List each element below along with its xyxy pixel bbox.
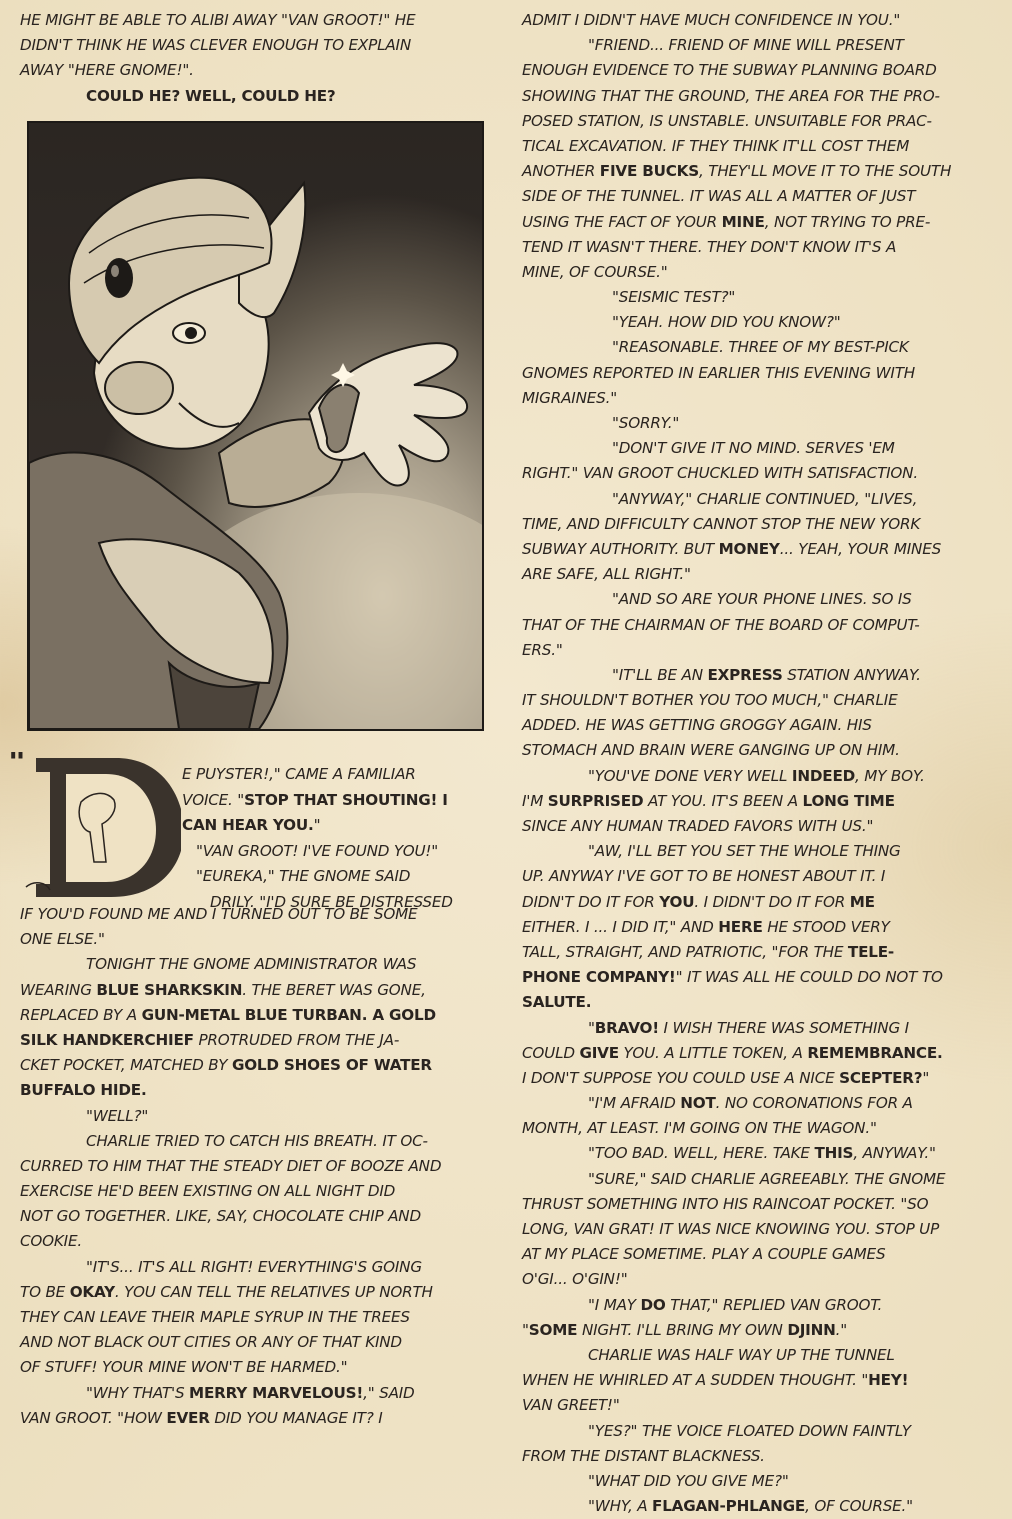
text-span: ERS." — [522, 640, 563, 659]
text-span: STOMACH AND BRAIN WERE GANGING UP ON HIM. — [522, 741, 900, 760]
text-span: " — [313, 816, 321, 834]
text-line — [522, 1368, 992, 1393]
emphasis-span: NOT — [680, 1094, 716, 1113]
text-span: "SEISMIC TEST?" — [612, 288, 736, 307]
text-span: TICAL EXCAVATION. IF THEY THINK IT'LL COST THEM — [522, 136, 910, 155]
text-span: AT MY PLACE SOMETIME. PLAY A COUPLE GAMES — [522, 1245, 886, 1264]
text-line — [20, 1179, 500, 1204]
text-line — [20, 1406, 500, 1431]
text-span: VAN GREET!" — [522, 1396, 620, 1415]
text-span: LONG, VAN GRAT! IT WAS NICE KNOWING YOU. STOP UP — [522, 1220, 940, 1238]
text-line — [522, 487, 992, 512]
text-span: ," SAID — [363, 1383, 415, 1402]
text-span: " — [922, 1068, 930, 1087]
text-span: PROTRUDED FROM THE JA- — [193, 1030, 400, 1049]
text-span: POSED STATION, IS UNSTABLE. UNSUITABLE FOR PRAC- — [522, 111, 932, 130]
emphasis-span: SILK HANDKERCHIEF — [20, 1030, 194, 1049]
text-line — [522, 713, 992, 738]
text-line — [182, 788, 502, 814]
text-span: ADDED. HE WAS GETTING GROGGY AGAIN. HIS — [522, 716, 872, 735]
text-line — [522, 638, 992, 663]
text-line — [20, 1104, 500, 1129]
text-line — [522, 335, 992, 360]
text-span: "SURE," SAID CHARLIE AGREEABLY. THE GNOME — [588, 1169, 946, 1188]
emphasis-span: ME — [849, 892, 875, 911]
text-span: O'GI... O'GIN!" — [522, 1270, 628, 1289]
text-span: "YES?" THE VOICE FLOATED DOWN FAINTLY — [588, 1421, 911, 1440]
emphasis-span: INDEED — [791, 766, 856, 785]
text-line — [522, 235, 992, 260]
text-span: EXERCISE HE'D BEEN EXISTING ON ALL NIGHT DID — [20, 1182, 396, 1201]
drop-cap-d-icon — [6, 752, 181, 902]
text-span: MIGRAINES." — [522, 388, 617, 407]
text-line — [522, 184, 992, 209]
text-span: DRILY. "I'D SURE BE DISTRESSED — [210, 892, 453, 911]
emphasis-span: CAN HEAR YOU. — [182, 816, 314, 834]
text-span: , OF COURSE." — [805, 1497, 913, 1516]
text-span: "FRIEND... FRIEND OF MINE WILL PRESENT — [588, 36, 904, 55]
text-span: " — [522, 1320, 529, 1339]
text-span: ADMIT I DIDN'T HAVE MUCH CONFIDENCE IN YOU." — [522, 11, 901, 29]
text-line — [522, 109, 992, 134]
text-line — [522, 1016, 992, 1041]
text-span: . I DIDN'T DO IT FOR — [694, 892, 850, 911]
text-line — [20, 1305, 500, 1330]
text-line — [522, 940, 992, 965]
text-span: DID YOU MANAGE IT? I — [209, 1408, 383, 1427]
text-span: STATION ANYWAY. — [782, 665, 921, 684]
emphasis-span: MONEY — [718, 539, 780, 558]
text-span: "YEAH. HOW DID YOU KNOW?" — [612, 313, 841, 332]
text-line — [20, 1330, 500, 1355]
text-line — [20, 1255, 500, 1280]
text-span: CKET POCKET, MATCHED BY — [20, 1056, 232, 1075]
emphasis-span: GUN-METAL BLUE TURBAN. A GOLD — [141, 1005, 436, 1024]
text-span: , ANYWAY." — [853, 1144, 936, 1163]
text-line — [522, 1066, 992, 1091]
text-span: , THEY'LL MOVE IT TO THE SOUTH — [698, 162, 952, 181]
text-span: , MY BOY. — [855, 766, 925, 785]
text-span: AND NOT BLACK OUT CITIES OR ANY OF THAT KIND — [20, 1333, 402, 1352]
emphasis-span: FLAGAN-PHLANGE — [652, 1497, 806, 1516]
text-line — [522, 84, 992, 109]
text-line — [522, 537, 992, 562]
text-line — [20, 1355, 500, 1380]
text-line — [20, 1381, 500, 1406]
text-span: AT YOU. IT'S BEEN A — [643, 791, 803, 810]
text-span: "I MAY — [588, 1295, 641, 1314]
emphasis-span: EXPRESS — [707, 665, 783, 684]
text-span: I DON'T SUPPOSE YOU COULD USE A NICE — [522, 1068, 840, 1087]
text-line — [522, 864, 992, 889]
text-line — [522, 915, 992, 940]
drop-cap — [6, 752, 181, 902]
emphasis-span: SCEPTER? — [839, 1068, 923, 1087]
emphasis-line: COULD HE? WELL, COULD HE? — [86, 86, 336, 105]
text-span: "AW, I'LL BET YOU SET THE WHOLE THING — [588, 842, 901, 861]
text-span: IF YOU'D FOUND ME AND I TURNED OUT TO BE SOME — [20, 905, 418, 923]
text-line — [522, 1494, 992, 1519]
text-line: AWAY "HERE GNOME!". — [20, 61, 194, 80]
emphasis-span: THIS — [814, 1144, 854, 1163]
text-span: TEND IT WASN'T THERE. THEY DON'T KNOW IT'S A — [522, 237, 897, 256]
text-span: ARE SAFE, ALL RIGHT." — [522, 565, 691, 584]
text-line — [20, 952, 500, 977]
text-line — [522, 990, 992, 1015]
text-span: WHEN HE WHIRLED AT A SUDDEN THOUGHT. " — [522, 1371, 869, 1390]
text-span: VAN GROOT. "HOW — [20, 1408, 167, 1427]
emphasis-span: EVER — [166, 1408, 210, 1427]
text-span: "REASONABLE. THREE OF MY BEST-PICK — [612, 338, 909, 357]
text-span: UP. ANYWAY I'VE GOT TO BE HONEST ABOUT IT. I — [522, 867, 886, 886]
text-line — [522, 260, 992, 285]
gnome-illustration — [27, 121, 484, 731]
text-line — [522, 1419, 992, 1444]
svg-text:": " — [8, 752, 26, 783]
text-line — [20, 1003, 500, 1028]
text-span: THAT OF THE CHAIRMAN OF THE BOARD OF COMPUT- — [522, 615, 920, 634]
emphasis-span: FIVE BUCKS — [599, 162, 699, 181]
emphasis-span: HERE — [718, 917, 763, 936]
text-line — [522, 562, 992, 587]
text-span: IT SHOULDN'T BOTHER YOU TOO MUCH," CHARLIE — [522, 691, 898, 710]
text-span: "WHY THAT'S — [86, 1383, 190, 1402]
text-line — [522, 1293, 992, 1318]
emphasis-span: DO — [640, 1295, 666, 1314]
emphasis-span: GIVE — [579, 1043, 619, 1062]
text-span: "IT'LL BE AN — [612, 665, 708, 684]
text-span: ANOTHER — [522, 162, 600, 181]
text-span: FROM THE DISTANT BLACKNESS. — [522, 1446, 765, 1465]
text-line — [522, 285, 992, 310]
text-span: ." — [835, 1320, 848, 1339]
text-span: "I'M AFRAID — [588, 1094, 681, 1113]
text-line — [20, 927, 500, 952]
text-span: ... YEAH, YOUR MINES — [779, 539, 942, 558]
text-line — [522, 1242, 992, 1267]
text-span: TONIGHT THE GNOME ADMINISTRATOR WAS — [86, 955, 417, 974]
text-span: "YOU'VE DONE VERY WELL — [588, 766, 792, 785]
text-span: I WISH THERE WAS SOMETHING I — [658, 1018, 909, 1037]
text-span: . YOU CAN TELL THE RELATIVES UP NORTH — [114, 1282, 433, 1301]
emphasis-span: DJINN — [787, 1320, 836, 1339]
text-span: EITHER. I ... I DID IT," AND — [522, 917, 719, 936]
emphasis-span: MERRY MARVELOUS! — [189, 1383, 364, 1402]
text-line — [522, 310, 992, 335]
text-span: "VAN GROOT! I'VE FOUND YOU!" — [196, 841, 439, 860]
text-line — [522, 1444, 992, 1469]
text-line — [522, 965, 992, 990]
text-span: "SORRY." — [612, 414, 680, 432]
text-line — [522, 1343, 992, 1368]
emphasis-span: OKAY — [69, 1282, 115, 1301]
text-span: COOKIE. — [20, 1232, 82, 1251]
text-span: "IT'S... IT'S ALL RIGHT! EVERYTHING'S GOING — [86, 1257, 422, 1276]
right-column — [522, 8, 992, 1519]
text-line — [20, 1204, 500, 1229]
text-line — [522, 1217, 992, 1242]
text-line — [20, 1028, 500, 1053]
text-line — [522, 461, 992, 486]
text-line — [522, 1167, 992, 1192]
text-line — [522, 436, 992, 461]
text-line: HE MIGHT BE ABLE TO ALIBI AWAY "VAN GROOT!" HE — [20, 11, 416, 29]
text-span: TALL, STRAIGHT, AND PATRIOTIC, "FOR THE — [522, 942, 848, 961]
drop-cap-paragraph — [182, 762, 502, 915]
text-span: "WHY, A — [588, 1497, 653, 1516]
text-line — [182, 762, 502, 788]
text-line — [522, 738, 992, 763]
text-span: . NO CORONATIONS FOR A — [715, 1094, 913, 1113]
text-span: "WELL?" — [86, 1106, 149, 1125]
text-line — [20, 902, 500, 927]
emphasis-span: STOP THAT SHOUTING! I — [244, 790, 448, 809]
text-span: REPLACED BY A — [20, 1005, 142, 1024]
text-line — [522, 361, 992, 386]
text-line — [20, 1229, 500, 1254]
text-line — [522, 1267, 992, 1292]
emphasis-span: SALUTE. — [522, 993, 592, 1012]
text-line — [522, 1393, 992, 1418]
text-line — [522, 386, 992, 411]
text-line — [182, 864, 502, 890]
text-line — [522, 764, 992, 789]
text-span: USING THE FACT OF YOUR — [522, 212, 722, 231]
gnome-icon — [29, 123, 482, 729]
text-line — [522, 411, 992, 436]
text-span: " IT WAS ALL HE COULD DO NOT TO — [675, 968, 943, 987]
text-line — [20, 1129, 500, 1154]
text-line — [182, 839, 502, 865]
text-span: SINCE ANY HUMAN TRADED FAVORS WITH US." — [522, 817, 874, 835]
text-span: NOT GO TOGETHER. LIKE, SAY, CHOCOLATE CHIP AND — [20, 1207, 421, 1226]
text-span: RIGHT." VAN GROOT CHUCKLED WITH SATISFACTION. — [522, 464, 918, 483]
text-span: NIGHT. I'LL BRING MY OWN — [577, 1320, 788, 1339]
text-line — [522, 512, 992, 537]
text-line — [522, 587, 992, 612]
text-span: THEY CAN LEAVE THEIR MAPLE SYRUP IN THE TREES — [20, 1308, 410, 1326]
text-span: SIDE OF THE TUNNEL. IT WAS ALL A MATTER OF JUST — [522, 187, 916, 206]
text-line: DIDN'T THINK HE WAS CLEVER ENOUGH TO EXPLAIN — [20, 36, 411, 55]
text-span: "EUREKA," THE GNOME SAID — [196, 867, 411, 885]
emphasis-span: PHONE COMPANY! — [522, 968, 676, 987]
text-span: SHOWING THAT THE GROUND, THE AREA FOR THE PRO- — [522, 86, 940, 105]
text-span: CHARLIE WAS HALF WAY UP THE TUNNEL — [588, 1345, 895, 1364]
text-line — [522, 688, 992, 713]
text-line — [522, 1318, 992, 1343]
text-line — [20, 1154, 500, 1179]
text-line — [522, 663, 992, 688]
emphasis-span: HEY! — [868, 1371, 909, 1390]
text-span: E PUYSTER!," CAME A FAMILIAR — [182, 765, 416, 783]
text-span: MINE, OF COURSE." — [522, 262, 668, 281]
text-span: ONE ELSE." — [20, 930, 105, 949]
text-span: GNOMES REPORTED IN EARLIER THIS EVENING WITH — [522, 363, 916, 382]
text-line — [522, 1116, 992, 1141]
text-span: COULD — [522, 1043, 580, 1062]
text-span: VOICE. " — [182, 790, 245, 809]
text-span: "DON'T GIVE IT NO MIND. SERVES 'EM — [612, 439, 895, 458]
emphasis-span: SOME — [528, 1320, 578, 1339]
text-line — [522, 1041, 992, 1066]
text-line — [522, 890, 992, 915]
text-span: THAT," REPLIED VAN GROOT. — [665, 1295, 883, 1314]
text-line — [20, 1280, 500, 1305]
text-line — [20, 1053, 500, 1078]
text-line — [522, 1192, 992, 1217]
left-column-intro — [20, 8, 500, 109]
text-span: . THE BERET WAS GONE, — [242, 980, 426, 999]
text-line — [522, 210, 992, 235]
text-span: TIME, AND DIFFICULTY CANNOT STOP THE NEW YORK — [522, 514, 921, 533]
text-span: "WHAT DID YOU GIVE ME?" — [588, 1471, 789, 1490]
text-span: CURRED TO HIM THAT THE STEADY DIET OF BOOZE AND — [20, 1156, 442, 1175]
text-span: DIDN'T DO IT FOR — [522, 892, 660, 911]
text-line — [522, 134, 992, 159]
text-span: MONTH, AT LEAST. I'M GOING ON THE WAGON." — [522, 1119, 877, 1138]
text-line — [522, 1469, 992, 1494]
text-span: YOU. A LITTLE TOKEN, A — [618, 1043, 808, 1062]
text-span: "ANYWAY," CHARLIE CONTINUED, "LIVES, — [612, 489, 918, 508]
text-span: I'M — [522, 791, 548, 810]
emphasis-span: TELE- — [847, 942, 895, 961]
emphasis-span: GOLD SHOES OF WATER — [231, 1056, 432, 1075]
text-span: CHARLIE TRIED TO CATCH HIS BREATH. IT OC- — [86, 1131, 428, 1150]
text-line — [522, 58, 992, 83]
left-column-body — [20, 902, 500, 1431]
text-line — [20, 978, 500, 1003]
text-line — [522, 1141, 992, 1166]
emphasis-span: SURPRISED — [547, 791, 644, 810]
text-line — [522, 789, 992, 814]
text-span: WEARING — [20, 980, 97, 999]
text-span: OF STUFF! YOUR MINE WON'T BE HARMED." — [20, 1358, 348, 1377]
text-span: "TOO BAD. WELL, HERE. TAKE — [588, 1144, 815, 1163]
text-line — [20, 1078, 500, 1103]
text-span: , NOT TRYING TO PRE- — [764, 212, 931, 231]
text-span: THRUST SOMETHING INTO HIS RAINCOAT POCKET. "SO — [522, 1194, 929, 1213]
emphasis-span: BUFFALO HIDE. — [20, 1081, 147, 1100]
text-span: ENOUGH EVIDENCE TO THE SUBWAY PLANNING BOARD — [522, 61, 937, 80]
text-line — [522, 8, 992, 33]
emphasis-span: REMEMBRANCE. — [807, 1043, 943, 1062]
text-line — [522, 839, 992, 864]
text-line — [522, 814, 992, 839]
text-span: TO BE — [20, 1282, 70, 1301]
text-line — [522, 613, 992, 638]
emphasis-span: MINE — [721, 212, 765, 231]
text-span: "AND SO ARE YOUR PHONE LINES. SO IS — [612, 590, 912, 609]
text-line — [182, 813, 502, 839]
text-span: SUBWAY AUTHORITY. BUT — [522, 539, 719, 558]
text-span: HE STOOD VERY — [762, 917, 890, 936]
emphasis-span: BRAVO! — [594, 1018, 659, 1037]
text-line — [522, 33, 992, 58]
emphasis-span: YOU — [659, 892, 695, 911]
text-line — [522, 1091, 992, 1116]
emphasis-span: BLUE SHARKSKIN — [96, 980, 243, 999]
emphasis-span: LONG TIME — [802, 791, 895, 810]
text-line — [522, 159, 992, 184]
text-span: " — [588, 1018, 595, 1037]
